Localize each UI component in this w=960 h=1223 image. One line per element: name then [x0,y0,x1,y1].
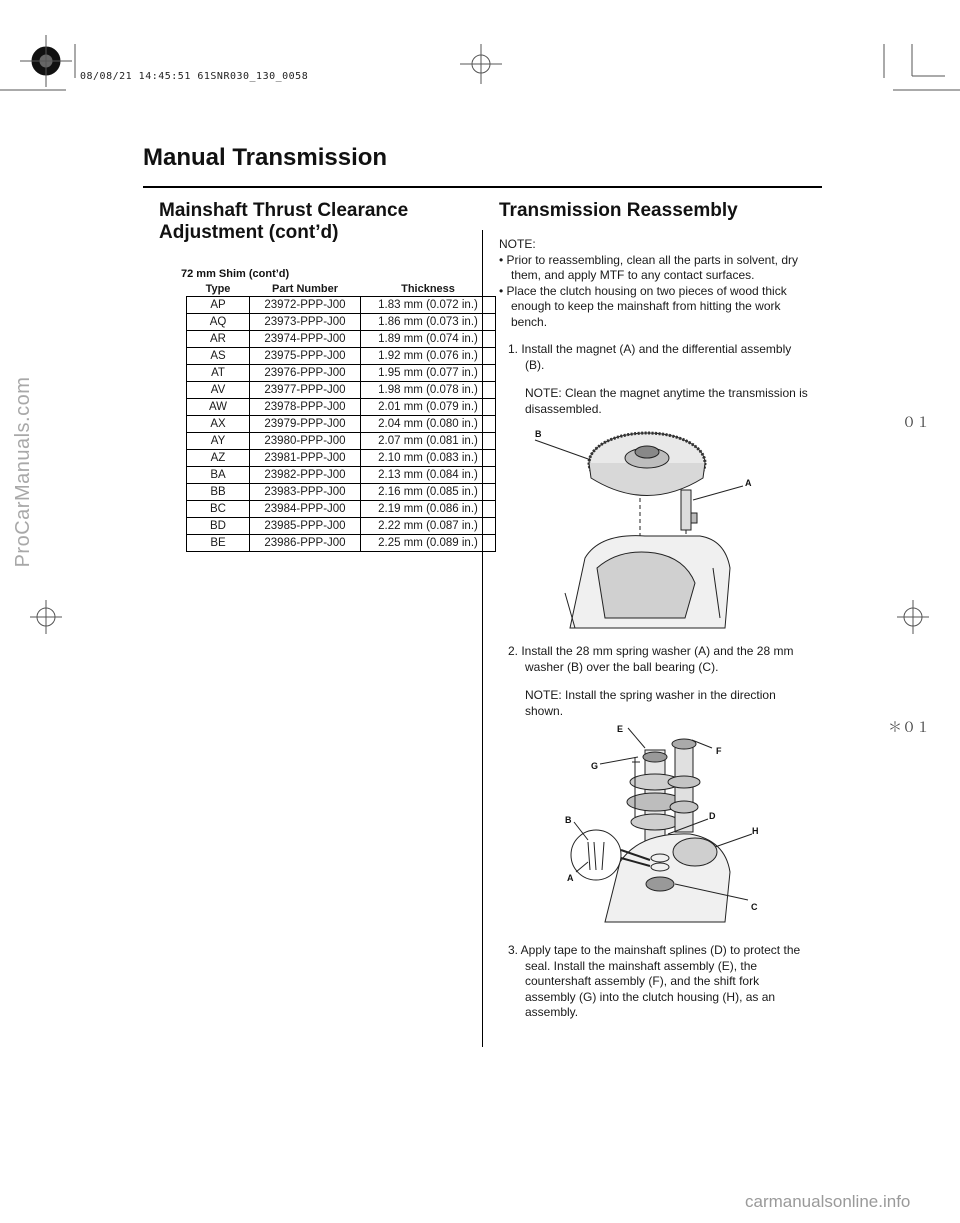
print-stamp: 08/08/21 14:45:51 61SNR030_130_0058 [80,71,309,82]
table-row [187,331,496,348]
cell-type: AV [187,382,250,399]
side-mark-1: ０１ [902,415,930,431]
table-row [187,365,496,382]
step-1 [508,342,808,417]
step-2-text: 2. Install the 28 mm spring washer (A) and the 28 mm washer (B) over the ball bearing (C). [508,644,794,674]
cell-part-number: 23984-PPP-J00 [250,501,361,518]
table-row [187,348,496,365]
cell-part-number: 23978-PPP-J00 [250,399,361,416]
left-section-title-line1: Mainshaft Thrust Clearance [159,200,409,221]
cell-thickness: 1.98 mm (0.078 in.) [361,382,496,399]
cell-part-number: 23982-PPP-J00 [250,467,361,484]
note-bullet-2: • Place the clutch housing on two pieces of wood thick enough to keep the mainshaft from hitting the work bench. [499,283,787,329]
note-bullet-1: • Prior to reassembling, clean all the parts in solvent, dry them, and apply MTF to any contact surfaces. [499,252,799,283]
cell-part-number: 23986-PPP-J00 [250,535,361,552]
cell-type: AT [187,365,250,382]
shim-table-body [187,297,496,552]
shim-table-caption: 72 mm Shim (cont’d) [181,268,290,280]
table-row [187,399,496,416]
table-row [187,467,496,484]
fig2-callout-f: F [716,746,722,756]
fig2-callout-c: C [751,902,758,912]
cell-thickness: 2.13 mm (0.084 in.) [361,467,496,484]
table-row [187,416,496,433]
table-row [187,314,496,331]
watermark-side: ProCarManuals.com [12,376,34,568]
cell-part-number: 23983-PPP-J00 [250,484,361,501]
cell-type: BD [187,518,250,535]
cell-thickness: 1.95 mm (0.077 in.) [361,365,496,382]
cell-type: AQ [187,314,250,331]
cell-thickness: 2.10 mm (0.083 in.) [361,450,496,467]
side-mark-2: ＊０１ [888,720,930,736]
table-row [187,297,496,314]
shim-table-header [187,282,496,297]
table-row [187,433,496,450]
cell-type: AX [187,416,250,433]
cell-part-number: 23976-PPP-J00 [250,365,361,382]
table-row [187,484,496,501]
right-section-title: Transmission Reassembly [499,200,738,221]
title-rule [143,186,822,188]
cell-thickness: 1.92 mm (0.076 in.) [361,348,496,365]
fig1-callout-a: A [745,478,752,488]
col-thickness-header: Thickness [401,283,455,295]
cell-thickness: 2.22 mm (0.087 in.) [361,518,496,535]
step-3 [508,943,808,1021]
cell-type: BE [187,535,250,552]
left-section-title [159,200,408,244]
cell-type: AY [187,433,250,450]
cell-part-number: 23972-PPP-J00 [250,297,361,314]
cell-part-number: 23985-PPP-J00 [250,518,361,535]
cell-type: BA [187,467,250,484]
fig1-callout-b: B [535,429,542,439]
cell-thickness: 2.25 mm (0.089 in.) [361,535,496,552]
cell-thickness: 2.04 mm (0.080 in.) [361,416,496,433]
cell-part-number: 23980-PPP-J00 [250,433,361,450]
col-part-number-header: Part Number [271,283,339,295]
cell-type: AP [187,297,250,314]
step-2-note: NOTE: Install the spring washer in the direction shown. [525,688,776,718]
cell-type: AR [187,331,250,348]
reassembly-note [499,237,809,331]
cell-thickness: 1.89 mm (0.074 in.) [361,331,496,348]
shim-table [186,282,496,552]
figure-shaft-assembly [560,722,765,927]
table-row [187,518,496,535]
cell-thickness: 1.86 mm (0.073 in.) [361,314,496,331]
cell-part-number: 23977-PPP-J00 [250,382,361,399]
cell-part-number: 23981-PPP-J00 [250,450,361,467]
col-type-header: Type [205,283,231,295]
cell-thickness: 1.83 mm (0.072 in.) [361,297,496,314]
watermark-bottom: carmanualsonline.info [745,1192,911,1211]
table-row [187,450,496,467]
cell-part-number: 23979-PPP-J00 [250,416,361,433]
fig2-callout-h: H [752,826,759,836]
cell-type: BC [187,501,250,518]
cell-type: AW [187,399,250,416]
step-1-text: 1. Install the magnet (A) and the differential assembly (B). [508,342,792,372]
cell-part-number: 23973-PPP-J00 [250,314,361,331]
fig2-callout-e: E [617,724,624,734]
cell-part-number: 23975-PPP-J00 [250,348,361,365]
left-section-title-line2: Adjustment (cont’d) [159,222,339,243]
fig2-callout-b: B [565,815,572,825]
fig2-callout-d: D [709,811,716,821]
fig2-callout-a: A [567,873,574,883]
cell-thickness: 2.19 mm (0.086 in.) [361,501,496,518]
table-row [187,501,496,518]
table-row [187,382,496,399]
cell-thickness: 2.07 mm (0.081 in.) [361,433,496,450]
cell-type: BB [187,484,250,501]
step-3-text: 3. Apply tape to the mainshaft splines (D) to protect the seal. Install the mainshaft assembly (E), the countershaft assembly (F), and the shift fork assembly (G) into the clutch housing (H), as an assembly. [508,943,801,1020]
cell-thickness: 2.01 mm (0.079 in.) [361,399,496,416]
fig2-callout-g: G [591,761,599,771]
cell-thickness: 2.16 mm (0.085 in.) [361,484,496,501]
table-row [187,535,496,552]
step-2 [508,644,808,719]
figure-magnet-differential [525,418,755,633]
cell-type: AS [187,348,250,365]
step-1-note: NOTE: Clean the magnet anytime the transmission is disassembled. [525,386,808,416]
note-label: NOTE: [499,237,536,251]
page-title: Manual Transmission [143,144,388,171]
cell-part-number: 23974-PPP-J00 [250,331,361,348]
cell-type: AZ [187,450,250,467]
